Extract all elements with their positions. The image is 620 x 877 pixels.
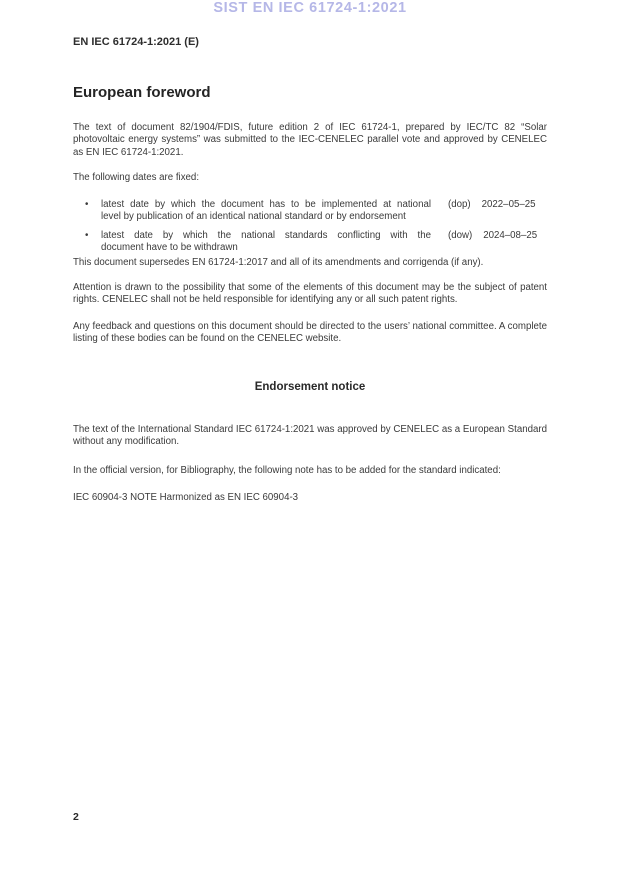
endorsement-title: Endorsement notice <box>254 381 366 393</box>
watermark-text: SIST EN IEC 61724-1:2021 <box>213 0 407 16</box>
bullet-text <box>101 230 431 255</box>
bullet-text-line2: level by publication of an identical national standard or by endorsement <box>101 211 406 223</box>
foreword-title: European foreword <box>73 84 211 101</box>
bullet-text <box>101 199 431 224</box>
foreword-paragraph-1: The text of document 82/1904/FDIS, future edition 2 of IEC 61724-1, prepared by IEC/TC 82 “Solar photovoltaic energy systems” was submitted to the IEC-CENELEC parallel vote and approved by CENELEC as EN IEC 61724-1:2021. <box>73 122 547 158</box>
bullet-text-line1: latest date by which the national standards conflicting with the <box>101 230 431 241</box>
bullet-text-line2: document have to be withdrawn <box>101 242 238 254</box>
bullet-marker: • <box>85 230 89 241</box>
page-number: 2 <box>73 811 79 823</box>
doc-number: EN IEC 61724-1:2021 (E) <box>73 36 199 48</box>
harmonization-note: IEC 60904-3 NOTE Harmonized as EN IEC 60904-3 <box>73 492 299 503</box>
patent-rights-paragraph: Attention is drawn to the possibility that some of the elements of this document may be the subject of patent rights. CENELEC shall not be held responsible for identifying any or all such patent rights. <box>73 282 547 306</box>
supersedes-paragraph: This document supersedes EN 61724-1:2017 and all of its amendments and corrigenda (if any). <box>73 257 484 268</box>
bullet-item-dop <box>85 199 547 224</box>
bullet-marker: • <box>85 199 89 210</box>
feedback-paragraph: Any feedback and questions on this document should be directed to the users’ national committee. A complete listing of these bodies can be found on the CENELEC website. <box>73 321 547 345</box>
dates-intro: The following dates are fixed: <box>73 172 200 183</box>
bullet-item-dow <box>85 230 547 255</box>
bullet-label-dow: (dow) <box>448 230 473 241</box>
endorsement-paragraph-1: The text of the International Standard IEC 61724-1:2021 was approved by CENELEC as a European Standard without any modification. <box>73 424 547 448</box>
bullet-date-dow: 2024–08–25 <box>483 230 538 241</box>
bullet-date-dop: 2022–05–25 <box>481 199 536 210</box>
bullet-label-dop: (dop) <box>448 199 471 210</box>
endorsement-paragraph-2: In the official version, for Bibliography, the following note has to be added for the standard indicated: <box>73 465 501 476</box>
bullet-text-line1: latest date by which the document has to be implemented at national <box>101 199 431 210</box>
